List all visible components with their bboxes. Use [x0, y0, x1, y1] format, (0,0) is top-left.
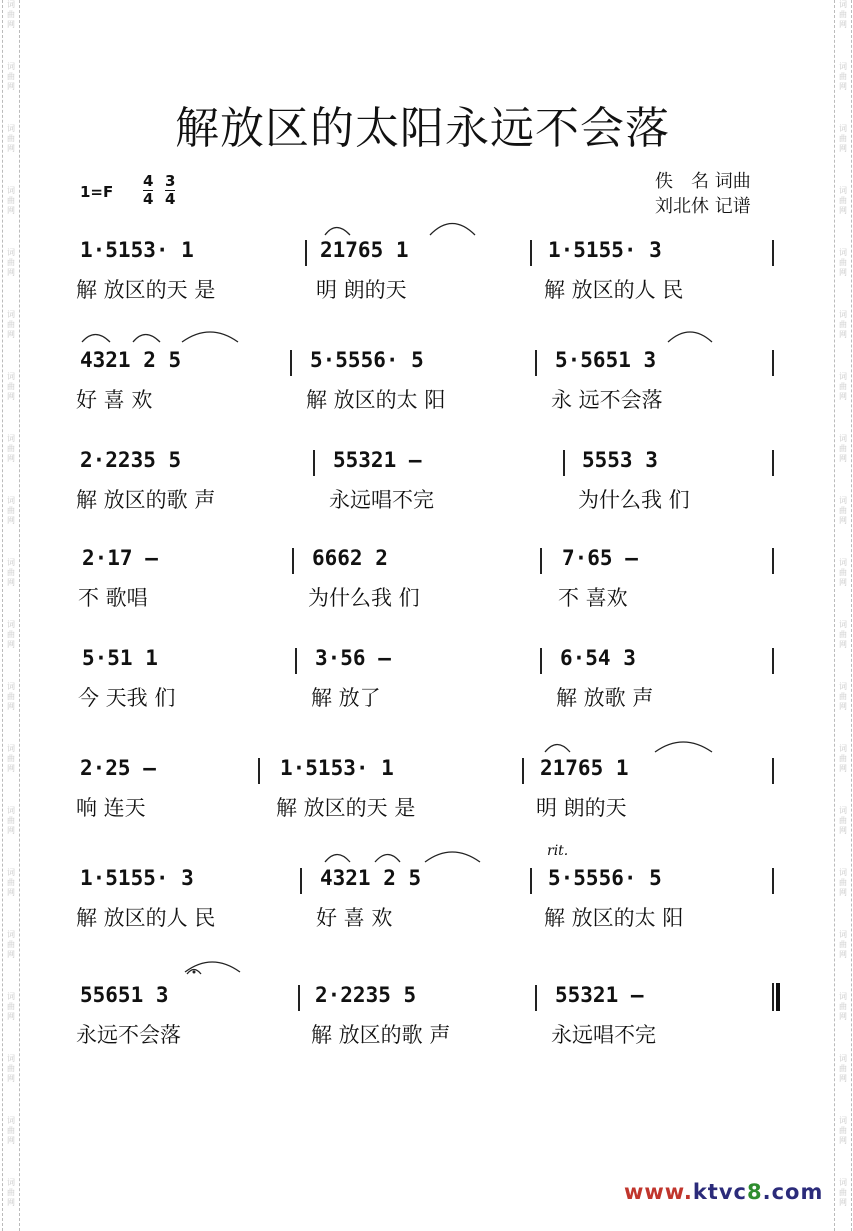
- measure-lyrics: 好 喜 欢: [76, 388, 153, 412]
- watermark-text: 词 曲 网: [839, 62, 847, 91]
- watermark-text: 词 曲 网: [839, 186, 847, 215]
- measure-lyrics: 好 喜 欢: [316, 906, 393, 930]
- slur: [185, 962, 240, 972]
- watermark-text: 词 曲 网: [7, 992, 15, 1021]
- watermark-text: 词 曲 网: [839, 868, 847, 897]
- measure-notes: 5·5556· 5: [548, 866, 662, 890]
- measure-notes: 7·65 —: [562, 546, 638, 570]
- watermark-text: 词 曲 网: [7, 124, 15, 153]
- transcriber-credit: 刘北休 记谱: [655, 196, 751, 217]
- measure-lyrics: 不 歌唱: [78, 586, 148, 610]
- measure-lyrics: 解 放区的人 民: [544, 278, 684, 302]
- measure-lyrics: 解 放了: [311, 686, 381, 710]
- watermark-text: 词 曲 网: [7, 186, 15, 215]
- song-title: 解放区的太阳永远不会落: [175, 103, 670, 154]
- measure-lyrics: 永远不会落: [76, 1023, 181, 1047]
- meter-denominator: 4: [143, 190, 154, 208]
- slur: [325, 228, 350, 236]
- measure-lyrics: 永 远不会落: [551, 388, 663, 412]
- measure-notes: 6·54 3: [560, 646, 636, 670]
- watermark-text: 词 曲 网: [7, 868, 15, 897]
- watermark-text: 词 曲 网: [839, 930, 847, 959]
- watermark-text: 词 曲 网: [7, 1116, 15, 1145]
- measure-lyrics: 明 朗的天: [316, 278, 407, 302]
- watermark-text: 词 曲 网: [7, 434, 15, 463]
- watermark-text: 词 曲 网: [7, 558, 15, 587]
- slur: [182, 332, 238, 342]
- watermark-text: 词 曲 网: [7, 1178, 15, 1207]
- watermark-text: 词 曲 网: [839, 124, 847, 153]
- watermark-text: 词 曲 网: [839, 0, 847, 29]
- watermark-text: 词 曲 网: [7, 62, 15, 91]
- measure-lyrics: 响 连天: [76, 796, 146, 820]
- measure-lyrics: 永远唱不完: [329, 488, 434, 512]
- watermark-text: 词 曲 网: [839, 1178, 847, 1207]
- measure-notes: 5553 3: [582, 448, 658, 472]
- watermark-text: 词 曲 网: [7, 310, 15, 339]
- watermark-text: 词 曲 网: [839, 372, 847, 401]
- slur: [375, 855, 400, 863]
- ritardando-mark: rit.: [547, 843, 569, 859]
- measure-notes: 6662 2: [312, 546, 388, 570]
- watermark-text: 词 曲 网: [7, 248, 15, 277]
- watermark-text: 词 曲 网: [839, 496, 847, 525]
- measure-lyrics: 解 放区的太 阳: [306, 388, 446, 412]
- measure-lyrics: 为什么我 们: [308, 586, 420, 610]
- measure-lyrics: 解 放区的人 民: [76, 906, 216, 930]
- measure-lyrics: 今 天我 们: [78, 686, 176, 710]
- slur: [655, 742, 712, 752]
- measure-notes: 2·17 —: [82, 546, 158, 570]
- slur: [325, 855, 350, 863]
- watermark-text: 词 曲 网: [839, 558, 847, 587]
- measure-notes: 4321 2 5: [320, 866, 422, 890]
- slur: [82, 335, 110, 343]
- measure-notes: 2·25 —: [80, 756, 156, 780]
- measure-lyrics: 解 放区的太 阳: [544, 906, 684, 930]
- measure-lyrics: 不 喜欢: [558, 586, 628, 610]
- watermark-text: 词 曲 网: [7, 1054, 15, 1083]
- watermark-text: 词 曲 网: [7, 744, 15, 773]
- measure-notes: 2·2235 5: [80, 448, 182, 472]
- measure-notes: 55321 —: [333, 448, 422, 472]
- website-part: www.: [624, 1180, 693, 1204]
- slur: [545, 745, 570, 753]
- measure-notes: 55321 —: [555, 983, 644, 1007]
- watermark-text: 词 曲 网: [7, 930, 15, 959]
- measure-lyrics: 解 放区的天 是: [76, 278, 216, 302]
- watermark-text: 词 曲 网: [839, 248, 847, 277]
- measure-notes: 5·51 1: [82, 646, 158, 670]
- watermark-text: 词 曲 网: [7, 806, 15, 835]
- measure-lyrics: 明 朗的天: [536, 796, 627, 820]
- watermark-text: 词 曲 网: [839, 744, 847, 773]
- website-part: 8: [747, 1180, 763, 1204]
- meter-numerator: 3: [165, 172, 176, 190]
- measure-lyrics: 解 放歌 声: [556, 686, 654, 710]
- watermark-text: 词 曲 网: [7, 372, 15, 401]
- measure-notes: 1·5153· 1: [280, 756, 394, 780]
- website-part: .com: [762, 1180, 824, 1204]
- watermark-text: 词 曲 网: [839, 1116, 847, 1145]
- measure-lyrics: 解 放区的歌 声: [311, 1023, 451, 1047]
- meter-numerator: 4: [143, 172, 154, 190]
- measure-lyrics: 永远唱不完: [551, 1023, 656, 1047]
- measure-notes: 21765 1: [540, 756, 629, 780]
- watermark-text: 词 曲 网: [7, 0, 15, 29]
- watermark-text: 词 曲 网: [839, 806, 847, 835]
- measure-lyrics: 解 放区的歌 声: [76, 488, 216, 512]
- slur: [668, 332, 712, 342]
- measure-notes: 21765 1: [320, 238, 409, 262]
- watermark-text: 词 曲 网: [7, 620, 15, 649]
- watermark-text: 词 曲 网: [839, 620, 847, 649]
- watermark-text: 词 曲 网: [839, 434, 847, 463]
- watermark-text: 词 曲 网: [7, 682, 15, 711]
- slur: [425, 852, 480, 862]
- measure-notes: 1·5153· 1: [80, 238, 194, 262]
- measure-notes: 2·2235 5: [315, 983, 417, 1007]
- measure-lyrics: 解 放区的天 是: [276, 796, 416, 820]
- measure-notes: 5·5556· 5: [310, 348, 424, 372]
- watermark-text: 词 曲 网: [839, 682, 847, 711]
- website-watermark: [624, 1180, 823, 1204]
- watermark-text: 词 曲 网: [839, 310, 847, 339]
- watermark-text: 词 曲 网: [839, 1054, 847, 1083]
- watermark-text: 词 曲 网: [839, 992, 847, 1021]
- meter-denominator: 4: [165, 190, 176, 208]
- measure-notes: 4321 2 5: [80, 348, 182, 372]
- measure-notes: 1·5155· 3: [80, 866, 194, 890]
- slur: [430, 224, 475, 236]
- measure-notes: 3·56 —: [315, 646, 391, 670]
- composer-credit: 佚 名 词曲: [655, 171, 751, 192]
- slur: [133, 335, 160, 343]
- fermata-dot: [193, 971, 196, 974]
- measure-notes: 5·5651 3: [555, 348, 657, 372]
- measure-notes: 1·5155· 3: [548, 238, 662, 262]
- key-signature: 1=F: [80, 183, 114, 201]
- website-part: ktvc: [692, 1180, 747, 1204]
- measure-notes: 55651 3: [80, 983, 169, 1007]
- watermark-text: 词 曲 网: [7, 496, 15, 525]
- measure-lyrics: 为什么我 们: [578, 488, 690, 512]
